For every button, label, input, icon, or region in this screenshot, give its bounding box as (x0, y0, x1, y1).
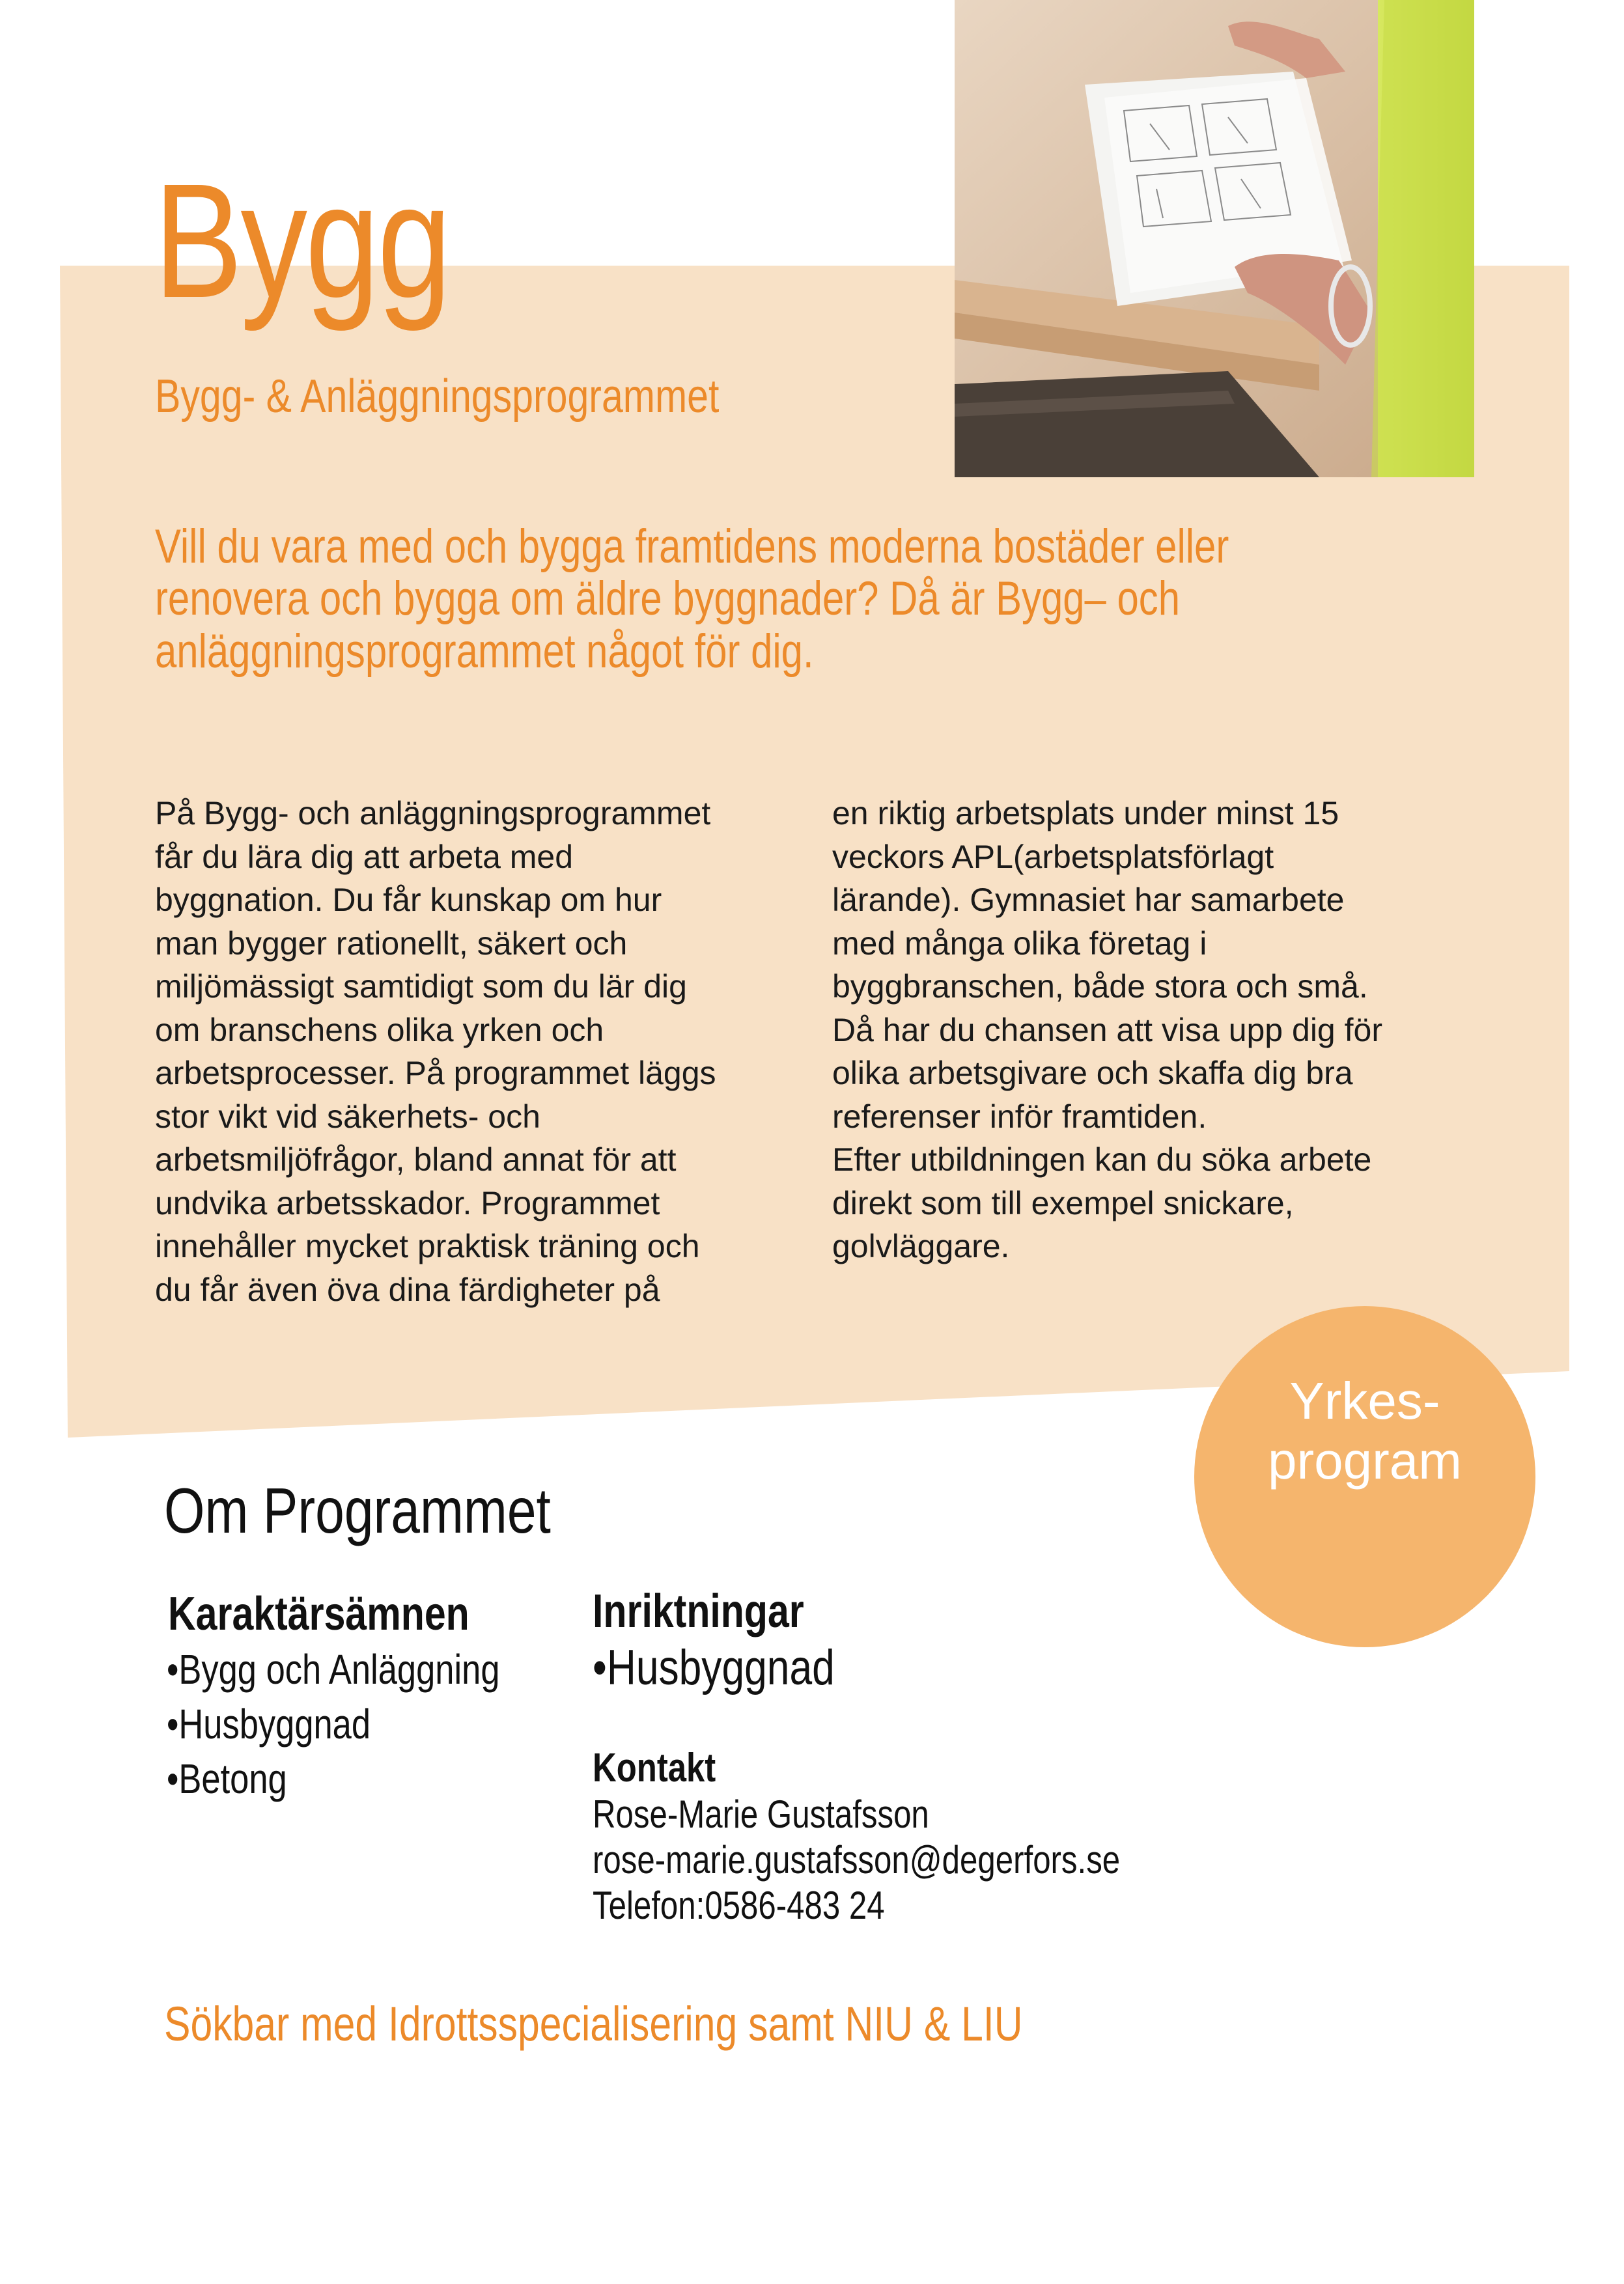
body-line: byggnation. Du får kunskap om hur (155, 882, 662, 918)
about-title: Om Programmet (164, 1475, 551, 1546)
page-title: Bygg (154, 150, 450, 331)
body-line: du får även öva dina färdigheter på (155, 1271, 660, 1308)
list-item: • Husbyggnad (167, 1697, 500, 1751)
karaktarsamnen-list (167, 1642, 573, 1806)
inriktningar-heading: Inriktningar (593, 1585, 804, 1637)
contact-heading: Kontakt (593, 1746, 716, 1790)
program-type-badge (1194, 1306, 1535, 1647)
body-line: byggbranschen, både stora och små. (832, 968, 1368, 1005)
body-column-1 (155, 792, 819, 1311)
body-line: lärande). Gymnasiet har samarbete (832, 882, 1345, 918)
contact-block (593, 1745, 1236, 1929)
body-line: På Bygg- och anläggningsprogrammet (155, 795, 711, 831)
body-line: arbetsmiljöfrågor, bland annat för att (155, 1141, 677, 1178)
body-line: olika arbetsgivare och skaffa dig bra (832, 1055, 1353, 1091)
karaktarsamnen-heading: Karaktärsämnen (168, 1588, 469, 1640)
body-line: veckors APL(arbetsplatsförlagt (832, 838, 1274, 875)
body-line: golvläggare. (832, 1228, 1010, 1264)
body-line: om branschens olika yrken och (155, 1011, 604, 1048)
contact-email[interactable]: rose-marie.gustafsson@degerfors.se (593, 1838, 1121, 1882)
body-line: får du lära dig att arbeta med (155, 838, 574, 875)
body-line: miljömässigt samtidigt som du lär dig (155, 968, 687, 1005)
intro-line: renovera och bygga om äldre byggnader? Då är Bygg– och (155, 572, 1180, 626)
program-subtitle: Bygg- & Anläggningsprogrammet (155, 370, 720, 423)
list-item: • Husbyggnad (593, 1641, 835, 1695)
contact-phone: Telefon:0586-483 24 (593, 1884, 885, 1927)
construction-drawings-photo (955, 0, 1474, 477)
list-item: • Bygg och Anläggning (167, 1642, 500, 1697)
intro-line: Vill du vara med och bygga framtidens moderna bostäder eller (155, 520, 1229, 573)
list-item: • Betong (167, 1751, 500, 1806)
body-line: Då har du chansen att visa upp dig för (832, 1011, 1382, 1048)
contact-name: Rose-Marie Gustafsson (593, 1792, 929, 1836)
body-line: en riktig arbetsplats under minst 15 (832, 795, 1339, 831)
body-line: man bygger rationellt, säkert och (155, 925, 628, 962)
body-line: innehåller mycket praktisk träning och (155, 1228, 700, 1264)
badge-line: Yrkes- (1289, 1372, 1440, 1430)
body-line: referenser inför framtiden. (832, 1098, 1207, 1135)
intro-text (155, 521, 1362, 678)
body-column-2 (832, 792, 1496, 1268)
inriktningar-list (593, 1641, 888, 1695)
body-line: med många olika företag i (832, 925, 1207, 962)
body-line: direkt som till exempel snickare, (832, 1184, 1294, 1221)
footer-note: Sökbar med Idrottsspecialisering samt NIU & LIU (164, 1997, 1023, 2051)
intro-line: anläggningsprogrammet något för dig. (155, 624, 814, 678)
body-line: undvika arbetsskador. Programmet (155, 1184, 660, 1221)
body-line: stor vikt vid säkerhets- och (155, 1098, 540, 1135)
body-line: arbetsprocesser. På programmet läggs (155, 1055, 716, 1091)
badge-line: program (1268, 1432, 1462, 1490)
body-line: Efter utbildningen kan du söka arbete (832, 1141, 1372, 1178)
